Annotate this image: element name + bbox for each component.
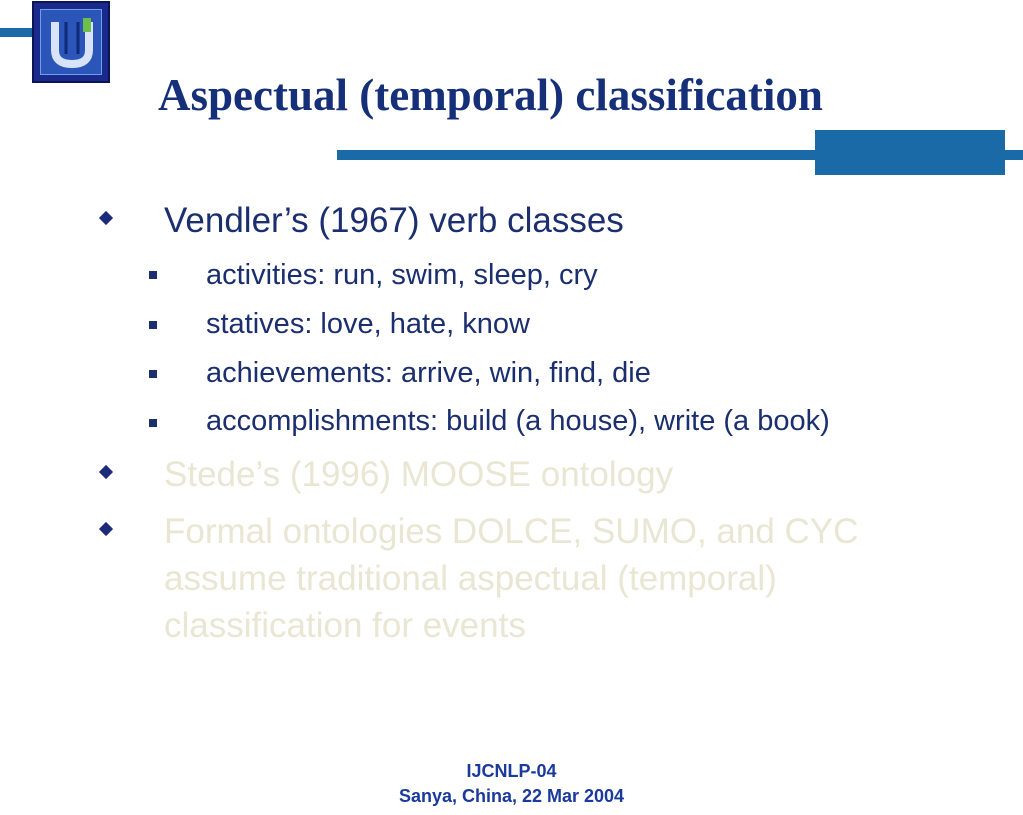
square-bullet-icon [149,271,157,279]
square-bullet-icon [149,321,157,329]
subitem-activities: activities: run, swim, sleep, cry [206,259,598,291]
square-bullet-icon [149,370,157,378]
slide-title: Aspectual (temporal) classification [158,70,823,120]
subitem-statives: statives: love, hate, know [206,308,530,340]
bullet-formal-ontologies-line-1: Formal ontologies DOLCE, SUMO, and CYC [164,512,859,551]
title-underline-block [815,130,1005,175]
left-accent-bar [0,28,32,37]
diamond-bullet-icon [99,211,113,225]
bullet-formal-ontologies-line-2: assume traditional aspectual (temporal) [164,559,777,598]
diamond-bullet-icon [99,522,113,536]
footer-conference: IJCNLP-04 [466,761,557,781]
subitem-accomplishments: accomplishments: build (a house), write (a book) [206,405,830,437]
subitem-achievements: achievements: arrive, win, find, die [206,357,651,389]
bullet-vendler-verb-classes: Vendler’s (1967) verb classes [164,201,624,240]
footer-location-date: Sanya, China, 22 Mar 2004 [398,786,625,806]
bullet-stede-moose-ontology: Stede’s (1996) MOOSE ontology [164,455,674,494]
bullet-formal-ontologies-line-3: classification for events [164,606,526,645]
university-logo-icon [32,1,110,83]
square-bullet-icon [149,419,157,427]
diamond-bullet-icon [99,465,113,479]
